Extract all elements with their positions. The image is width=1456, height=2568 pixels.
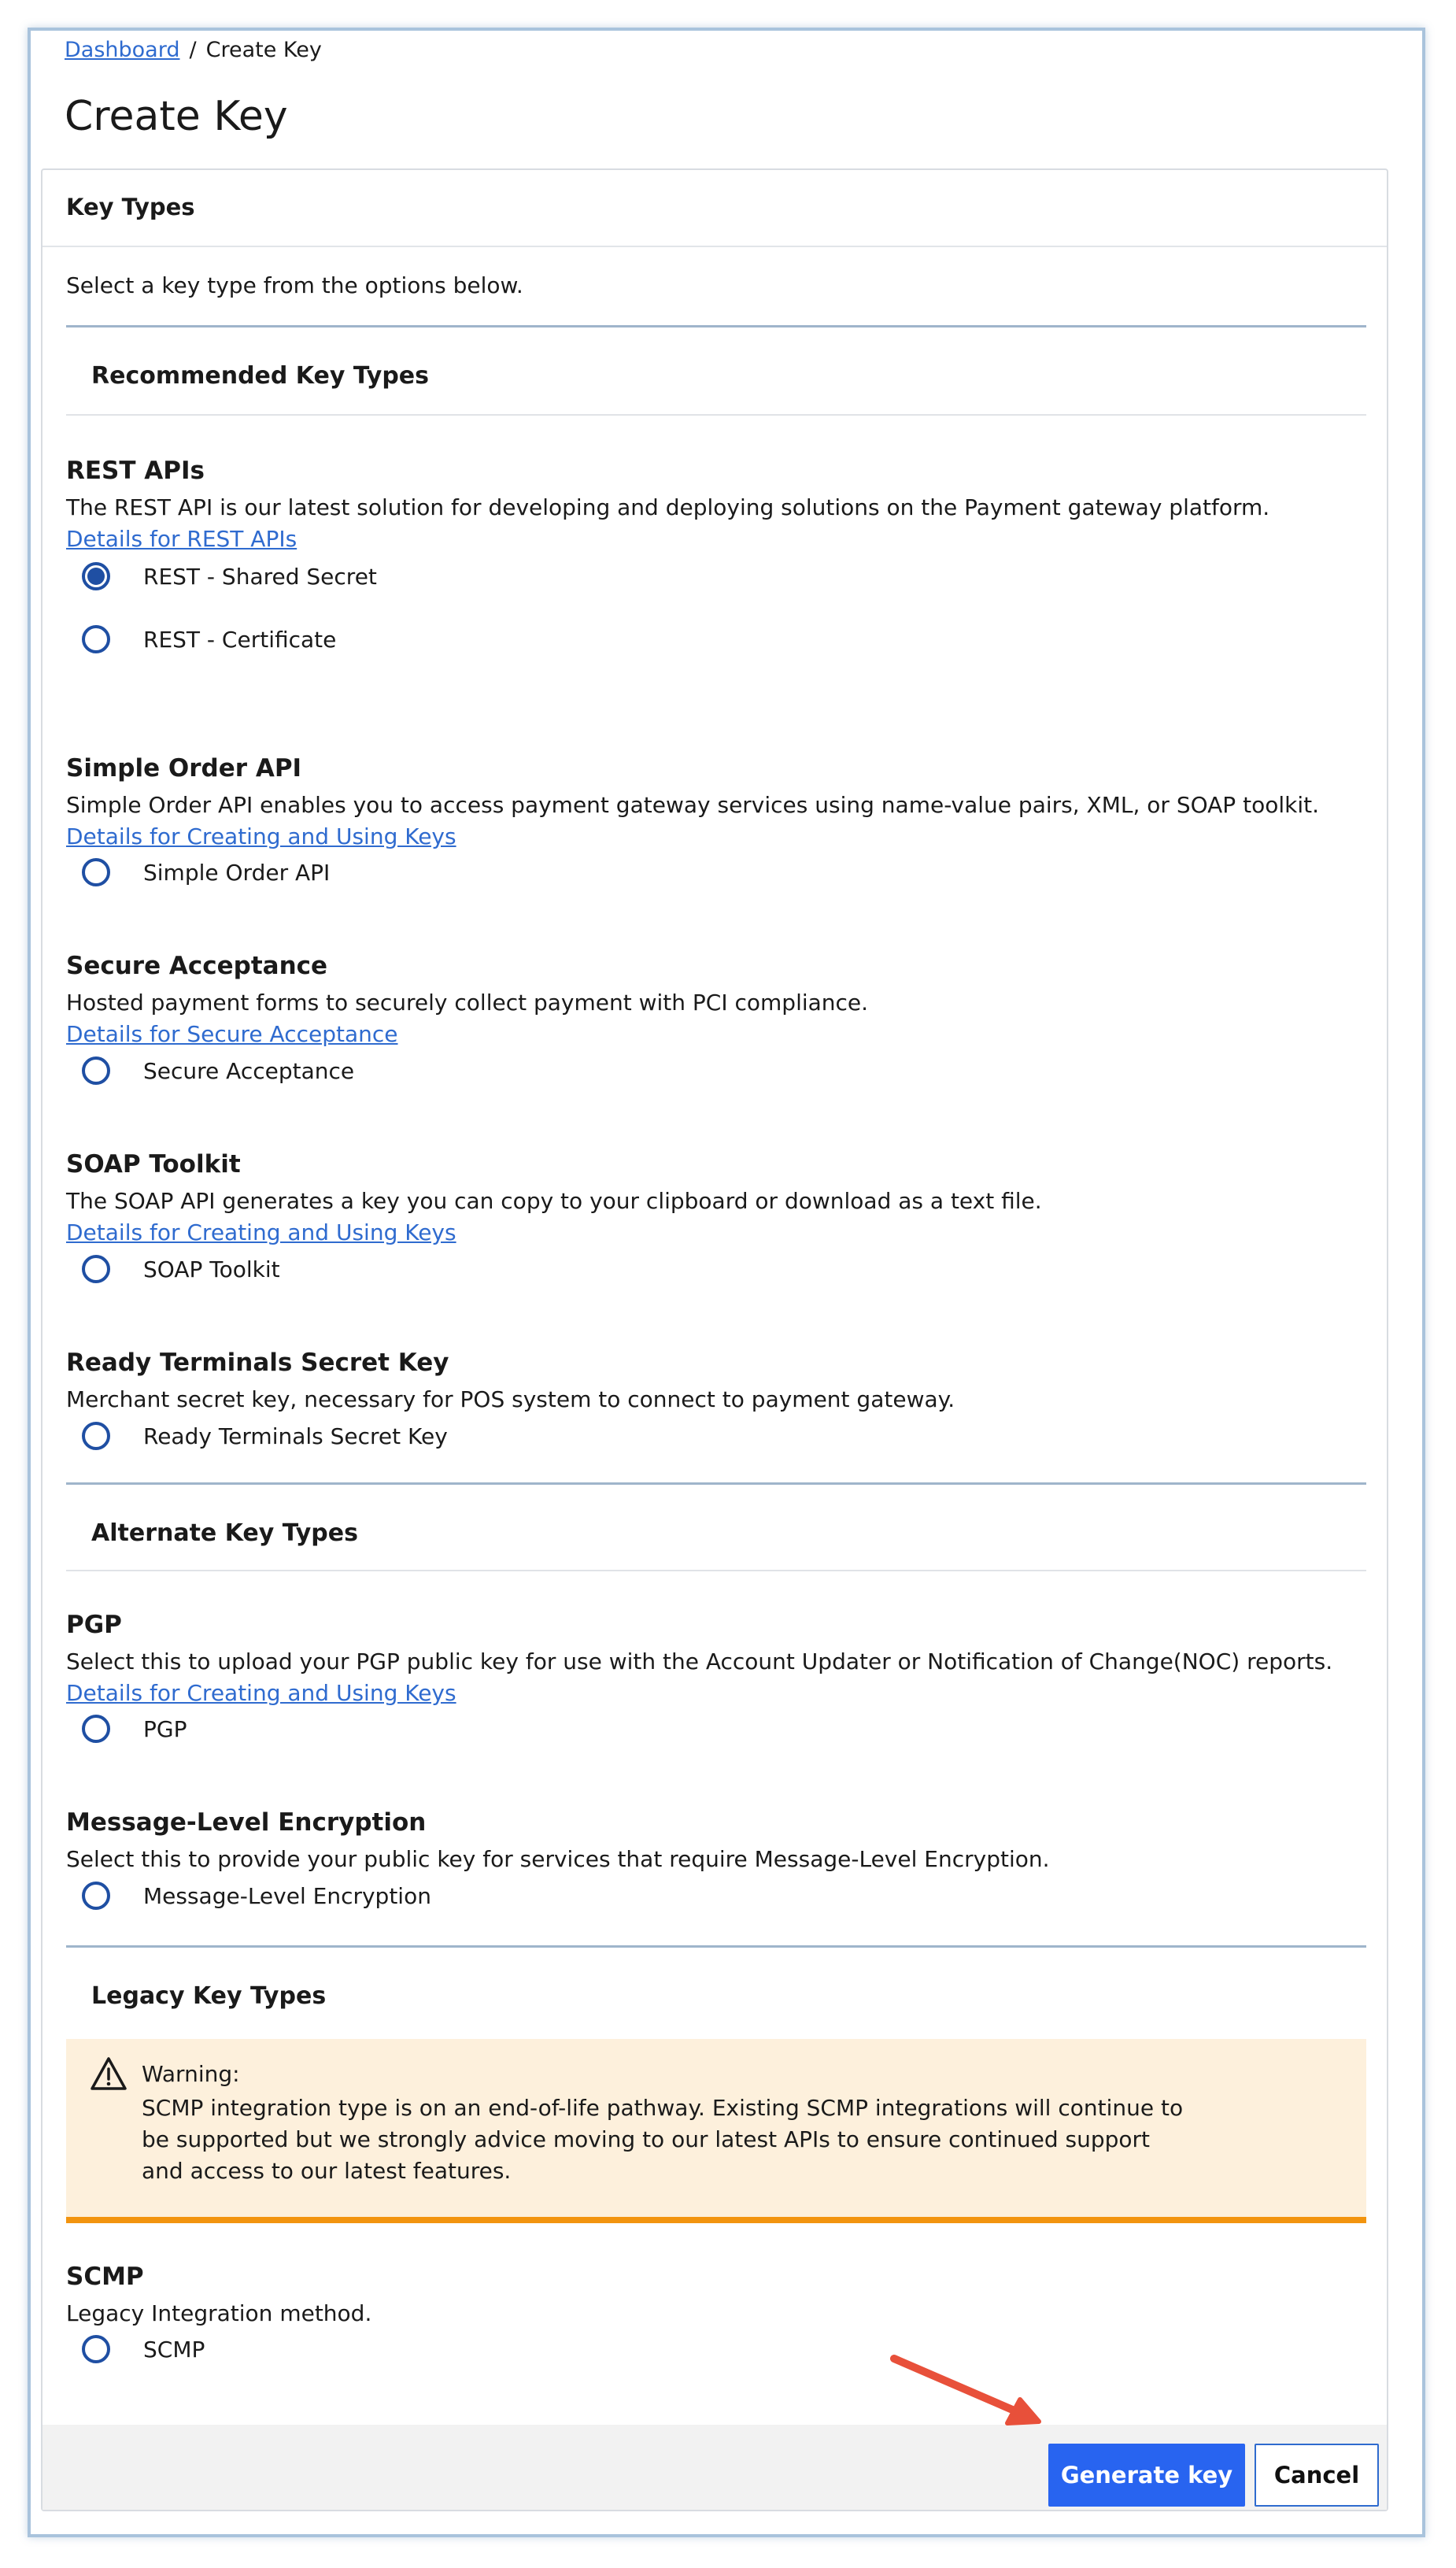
soap-toolkit-title: SOAP Toolkit (66, 1150, 241, 1179)
radio-unselected-icon (82, 625, 110, 653)
radio-label: SCMP (143, 2336, 205, 2363)
card-footer (42, 2425, 1387, 2510)
section-divider (66, 1482, 1366, 1485)
rest-apis-details-link[interactable]: Details for REST APIs (66, 526, 297, 552)
soap-toolkit-description: The SOAP API generates a key you can copy to your clipboard or download as a text file. (66, 1188, 1042, 1214)
section-title-alternate: Alternate Key Types (91, 1519, 358, 1547)
pgp-details-link[interactable]: Details for Creating and Using Keys (66, 1680, 456, 1706)
card-intro-text: Select a key type from the options below. (66, 272, 523, 298)
radio-unselected-icon (82, 2335, 110, 2363)
section-title-recommended: Recommended Key Types (91, 362, 430, 390)
scmp-description: Legacy Integration method. (66, 2300, 372, 2326)
radio-label: PGP (143, 1715, 187, 1742)
warning-title: Warning: (142, 2061, 240, 2087)
radio-label: REST - Certificate (143, 626, 337, 653)
secure-acceptance-details-link[interactable]: Details for Secure Acceptance (66, 1021, 398, 1047)
breadcrumb (65, 35, 322, 66)
generate-key-button[interactable]: Generate key (1048, 2444, 1245, 2507)
radio-message-level-encryption[interactable] (82, 1878, 431, 1913)
radio-scmp[interactable] (82, 2332, 205, 2366)
radio-secure-acceptance[interactable] (82, 1053, 354, 1088)
secure-acceptance-description: Hosted payment forms to securely collect payment with PCI compliance. (66, 990, 869, 1016)
message-level-encryption-description: Select this to provide your public key for services that require Message-Level Encryption. (66, 1846, 1050, 1872)
pgp-description: Select this to upload your PGP public key for use with the Account Updater or Notification of Change(NOC) reports. (66, 1648, 1333, 1674)
pgp-title: PGP (66, 1611, 122, 1639)
simple-order-api-description: Simple Order API enables you to access payment gateway services using name-value pairs, XML, or SOAP toolkit. (66, 792, 1319, 818)
section-divider (66, 325, 1366, 327)
radio-pgp[interactable] (82, 1711, 187, 1746)
ready-terminals-title: Ready Terminals Secret Key (66, 1349, 449, 1377)
card-header (42, 170, 1387, 247)
scmp-warning-banner (66, 2039, 1366, 2223)
secure-acceptance-title: Secure Acceptance (66, 952, 328, 980)
radio-unselected-icon (82, 1056, 110, 1085)
radio-label: Simple Order API (143, 859, 331, 886)
message-level-encryption-title: Message-Level Encryption (66, 1808, 427, 1837)
section-divider-light (66, 1570, 1366, 1571)
rest-apis-title: REST APIs (66, 457, 205, 485)
radio-unselected-icon (82, 858, 110, 886)
annotation-arrow-icon (881, 2338, 1055, 2433)
radio-rest-shared-secret[interactable] (82, 559, 377, 594)
radio-label: REST - Shared Secret (143, 563, 377, 590)
radio-ready-terminals-secret-key[interactable] (82, 1419, 448, 1453)
warning-icon (90, 2056, 127, 2091)
radio-simple-order-api[interactable] (82, 855, 330, 890)
radio-selected-icon (82, 562, 110, 590)
section-title-legacy: Legacy Key Types (91, 1982, 327, 2010)
radio-unselected-icon (82, 1715, 110, 1743)
radio-rest-certificate[interactable] (82, 622, 336, 657)
section-divider (66, 1945, 1366, 1948)
breadcrumb-dashboard-link[interactable]: Dashboard (65, 38, 180, 62)
warning-body: SCMP integration type is on an end-of-life pathway. Existing SCMP integrations will continue to be supported but we strongly advice moving to our latest APIs to ensure continued support and access to our latest features. (142, 2095, 1184, 2184)
breadcrumb-separator: / (189, 38, 197, 62)
section-divider-light (66, 414, 1366, 416)
cancel-button[interactable]: Cancel (1255, 2444, 1379, 2507)
simple-order-api-title: Simple Order API (66, 754, 302, 783)
radio-unselected-icon (82, 1422, 110, 1450)
simple-order-details-link[interactable]: Details for Creating and Using Keys (66, 823, 456, 849)
rest-apis-description: The REST API is our latest solution for developing and deploying solutions on the Payment gateway platform. (66, 494, 1270, 520)
radio-unselected-icon (82, 1882, 110, 1910)
key-types-card (41, 168, 1388, 2511)
radio-label: SOAP Toolkit (143, 1256, 280, 1282)
soap-toolkit-details-link[interactable]: Details for Creating and Using Keys (66, 1219, 456, 1245)
scmp-title: SCMP (66, 2263, 144, 2291)
radio-label: Secure Acceptance (143, 1057, 355, 1084)
radio-label: Ready Terminals Secret Key (143, 1423, 448, 1449)
ready-terminals-description: Merchant secret key, necessary for POS system to connect to payment gateway. (66, 1386, 955, 1412)
breadcrumb-current: Create Key (205, 38, 322, 62)
radio-soap-toolkit[interactable] (82, 1252, 280, 1286)
page-title: Create Key (65, 93, 288, 140)
card-header-title: Key Types (66, 194, 195, 220)
radio-unselected-icon (82, 1255, 110, 1283)
radio-label: Message-Level Encryption (143, 1882, 431, 1909)
